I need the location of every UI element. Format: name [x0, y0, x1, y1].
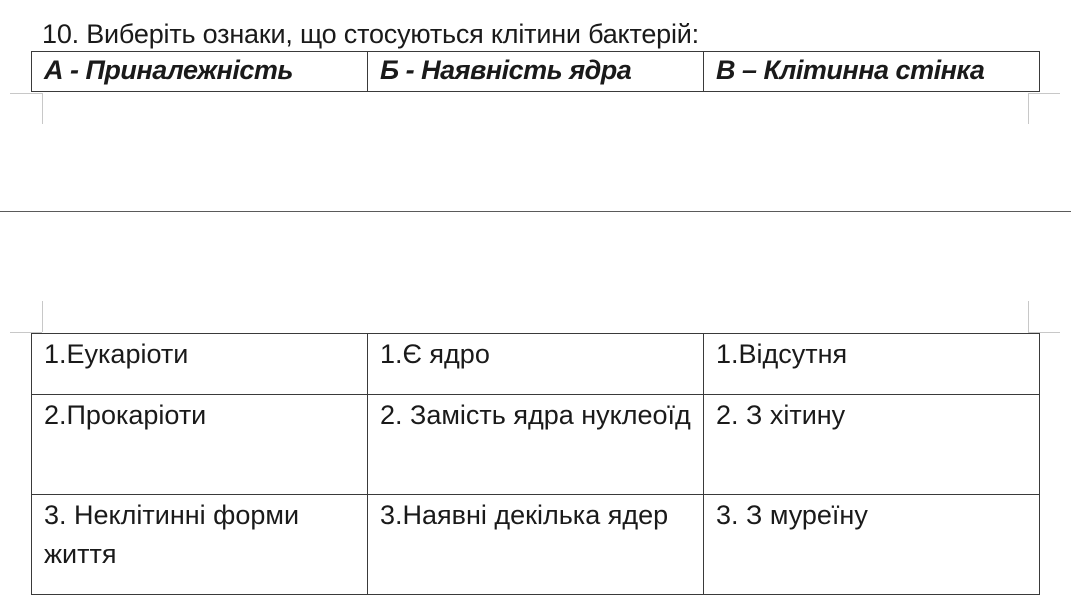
question-text: 10. Виберіть ознаки, що стосуються клітини бактерій:: [42, 19, 699, 49]
margin-guide-top-left-h: [10, 93, 42, 94]
option-cell: 2.Прокаріоти: [32, 395, 368, 495]
option-cell: 1.Відсутня: [704, 334, 1040, 395]
margin-guide-top-right-v: [1028, 93, 1029, 124]
header-cell-a: А - Приналежність: [32, 52, 368, 92]
margin-guide-top-left-v: [42, 93, 43, 124]
option-cell: 1.Еукаріоти: [32, 334, 368, 395]
table-row: [32, 395, 1040, 495]
option-cell: 2. Замість ядра нуклеоїд: [368, 395, 704, 495]
margin-guide-top-right-h: [1028, 93, 1060, 94]
table-row: [32, 495, 1040, 595]
header-table: [31, 51, 1040, 92]
margin-guide-bottom-left-v: [42, 301, 43, 332]
header-cell-b: Б - Наявність ядра: [368, 52, 704, 92]
table-row: [32, 334, 1040, 395]
options-table: [31, 333, 1040, 595]
header-cell-c: В – Клітинна стінка: [704, 52, 1040, 92]
option-cell: 3. З муреїну: [704, 495, 1040, 595]
option-cell: 1.Є ядро: [368, 334, 704, 395]
header-row: [32, 52, 1040, 92]
page-break-line: [0, 211, 1071, 212]
option-cell: 2. З хітину: [704, 395, 1040, 495]
option-cell: 3. Неклітинні форми життя: [32, 495, 368, 595]
margin-guide-bottom-right-v: [1028, 301, 1029, 332]
option-cell: 3.Наявні декілька ядер: [368, 495, 704, 595]
